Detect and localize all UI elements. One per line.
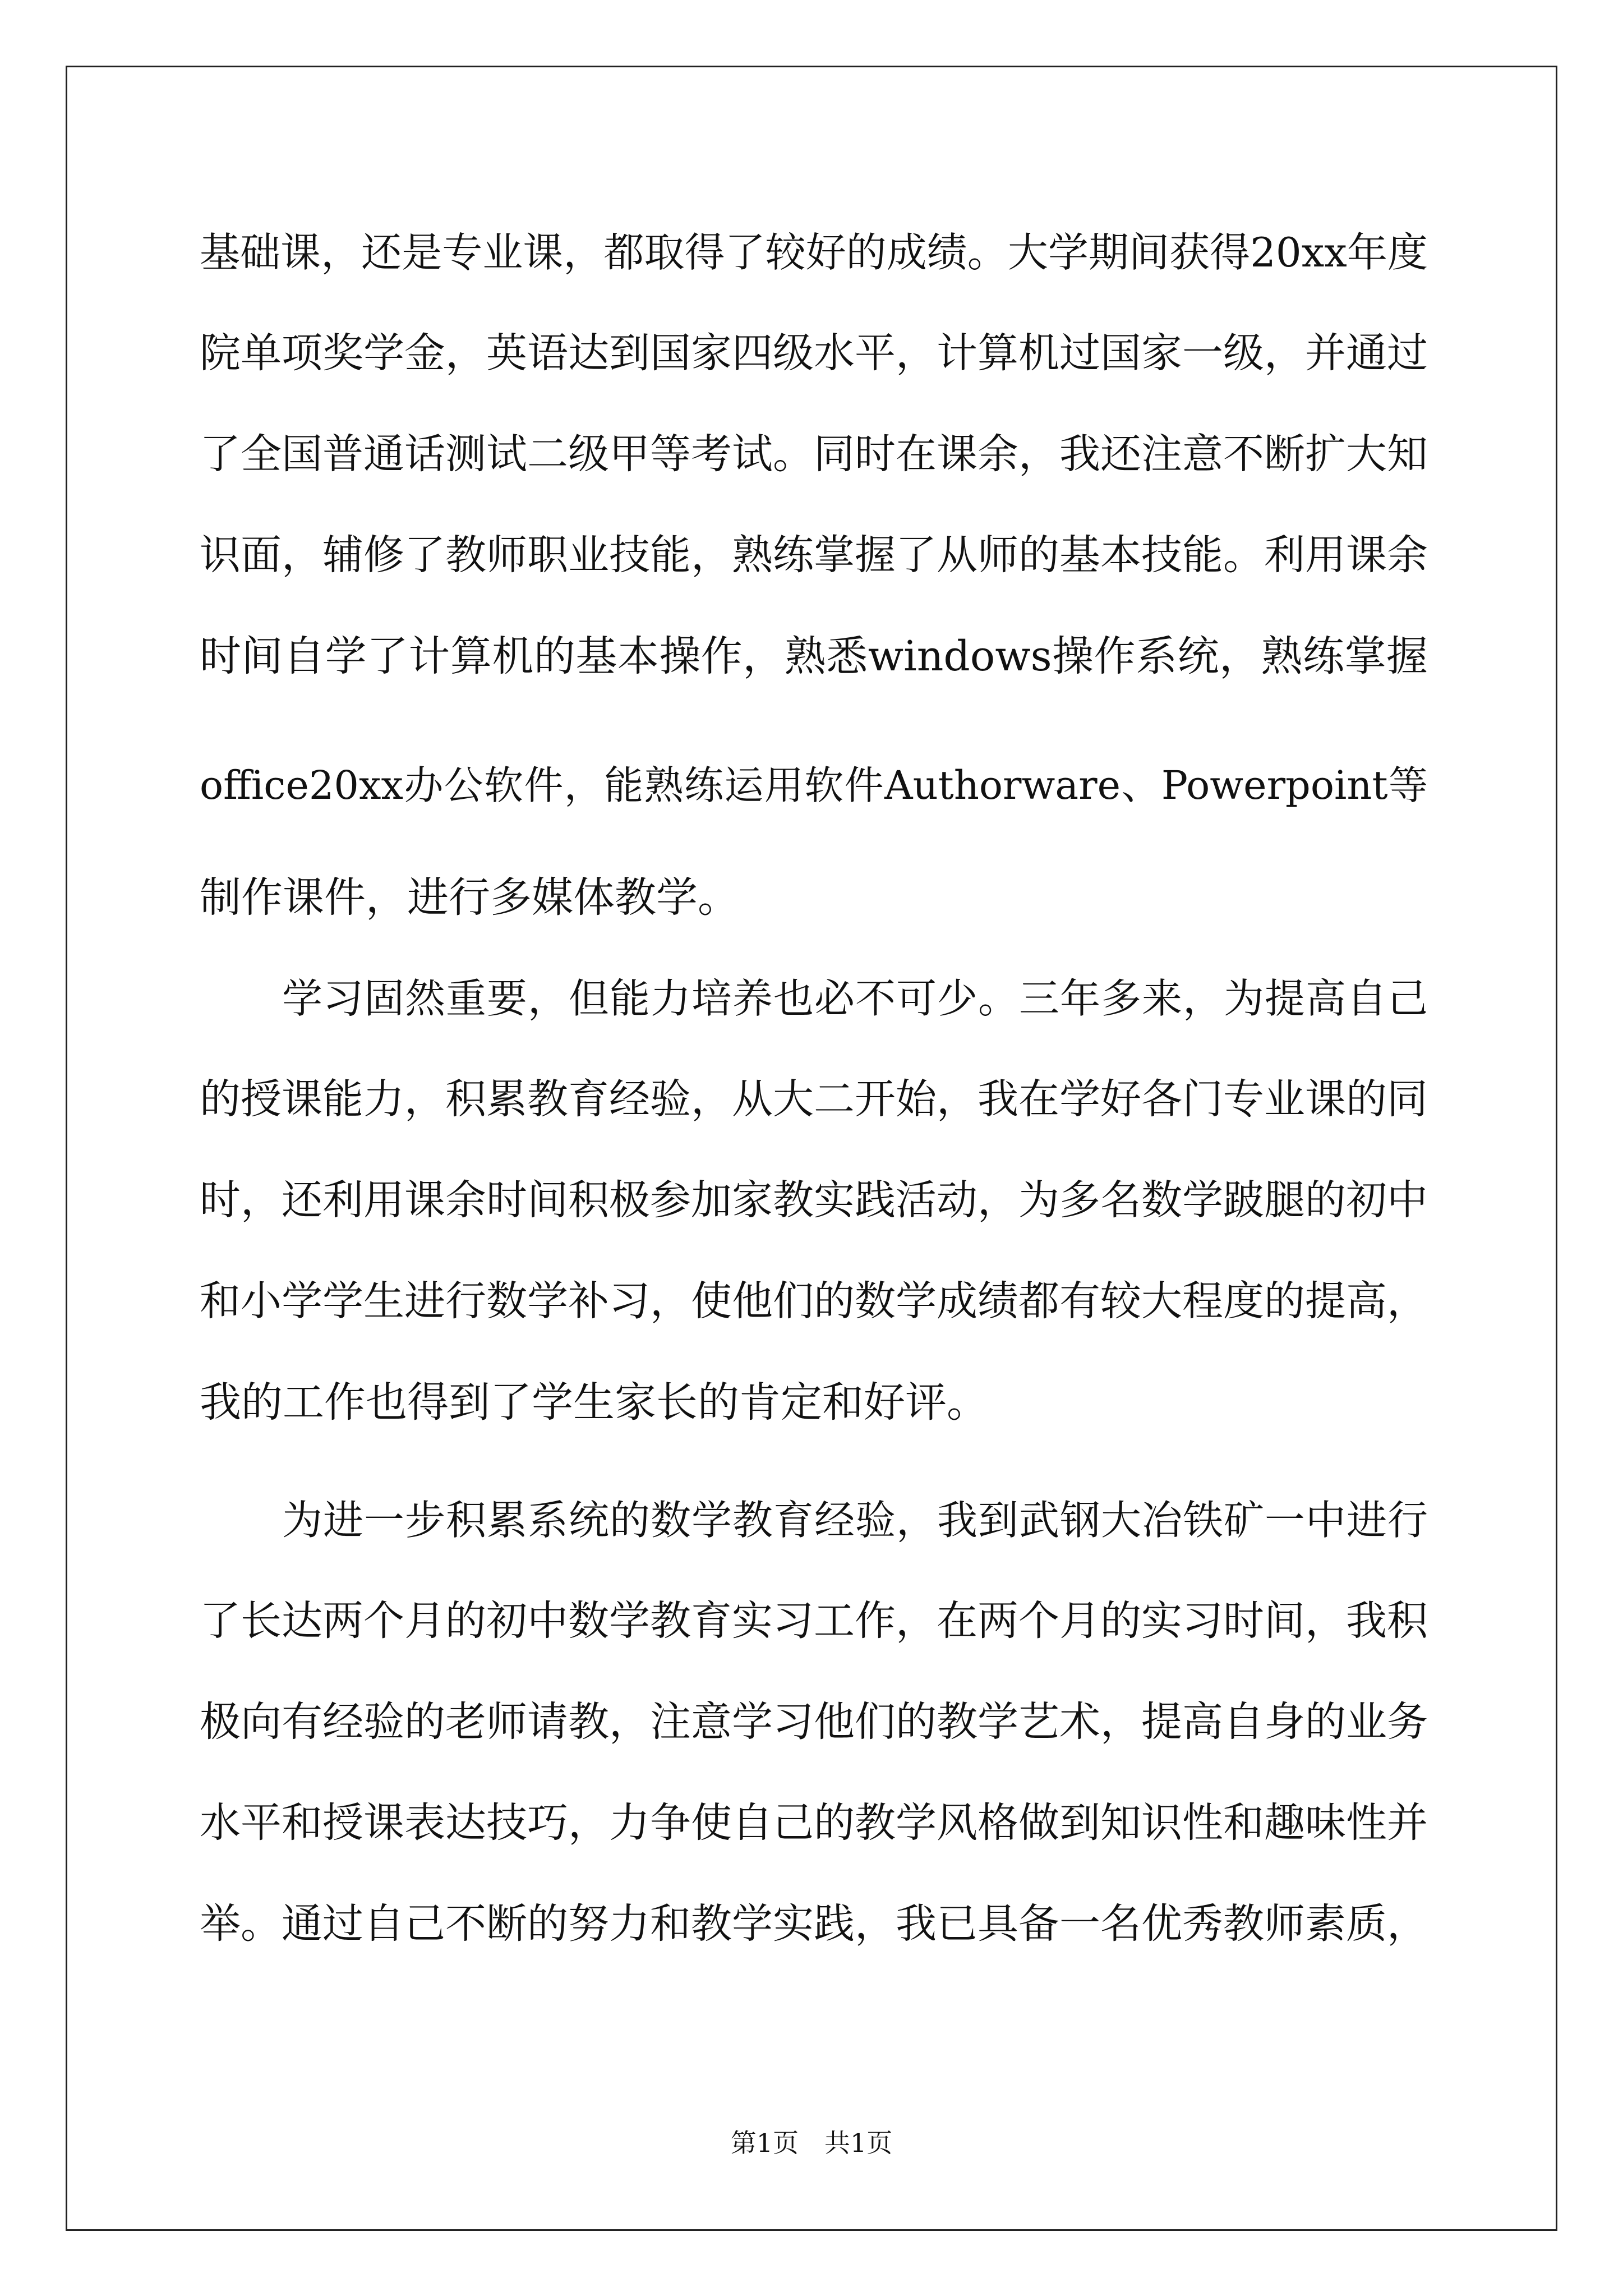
text-line: 时间自学了计算机的基本操作，熟悉windows操作系统，熟练掌握 (200, 632, 1428, 680)
text-line: 了长达两个月的初中数学教育实习工作，在两个月的实习时间，我积 (200, 1597, 1428, 1645)
page-number-footer: 第1页 共1页 (730, 2128, 893, 2158)
text-line: 制作课件，进行多媒体教学。 (200, 873, 739, 922)
text-line: 和小学学生进行数学补习，使他们的数学成绩都有较大程度的提高， (200, 1277, 1428, 1325)
text-line: 基础课，还是专业课，都取得了较好的成绩。大学期间获得20xx年度 (200, 229, 1428, 276)
text-line: 我的工作也得到了学生家长的肯定和好评。 (200, 1378, 988, 1427)
text-line: 识面，辅修了教师职业技能，熟练掌握了从师的基本技能。利用课余 (200, 531, 1428, 579)
text-line: 水平和授课表达技巧，力争使自己的教学风格做到知识性和趣味性并 (200, 1799, 1428, 1847)
text-line: 院单项奖学金，英语达到国家四级水平，计算机过国家一级，并通过 (200, 329, 1428, 377)
text-line: 时，还利用课余时间积极参加家教实践活动，为多名数学跛腿的初中 (200, 1176, 1428, 1224)
text-line: 的授课能力，积累教育经验，从大二开始，我在学好各门专业课的同 (200, 1075, 1428, 1123)
text-line: 极向有经验的老师请教，注意学习他们的教学艺术，提高自身的业务 (200, 1698, 1428, 1746)
text-line: office20xx办公软件，能熟练运用软件Authorware、Powerpoint等 (200, 762, 1428, 808)
text-line: 了全国普通话测试二级甲等考试。同时在课余，我还注意不断扩大知 (200, 430, 1428, 478)
text-line: 学习固然重要，但能力培养也必不可少。三年多来，为提高自己 (282, 975, 1428, 1022)
text-line: 为进一步积累系统的数学教育经验，我到武钢大冶铁矿一中进行 (282, 1497, 1428, 1544)
text-line: 举。通过自己不断的努力和教学实践，我已具备一名优秀教师素质， (200, 1900, 1428, 1948)
